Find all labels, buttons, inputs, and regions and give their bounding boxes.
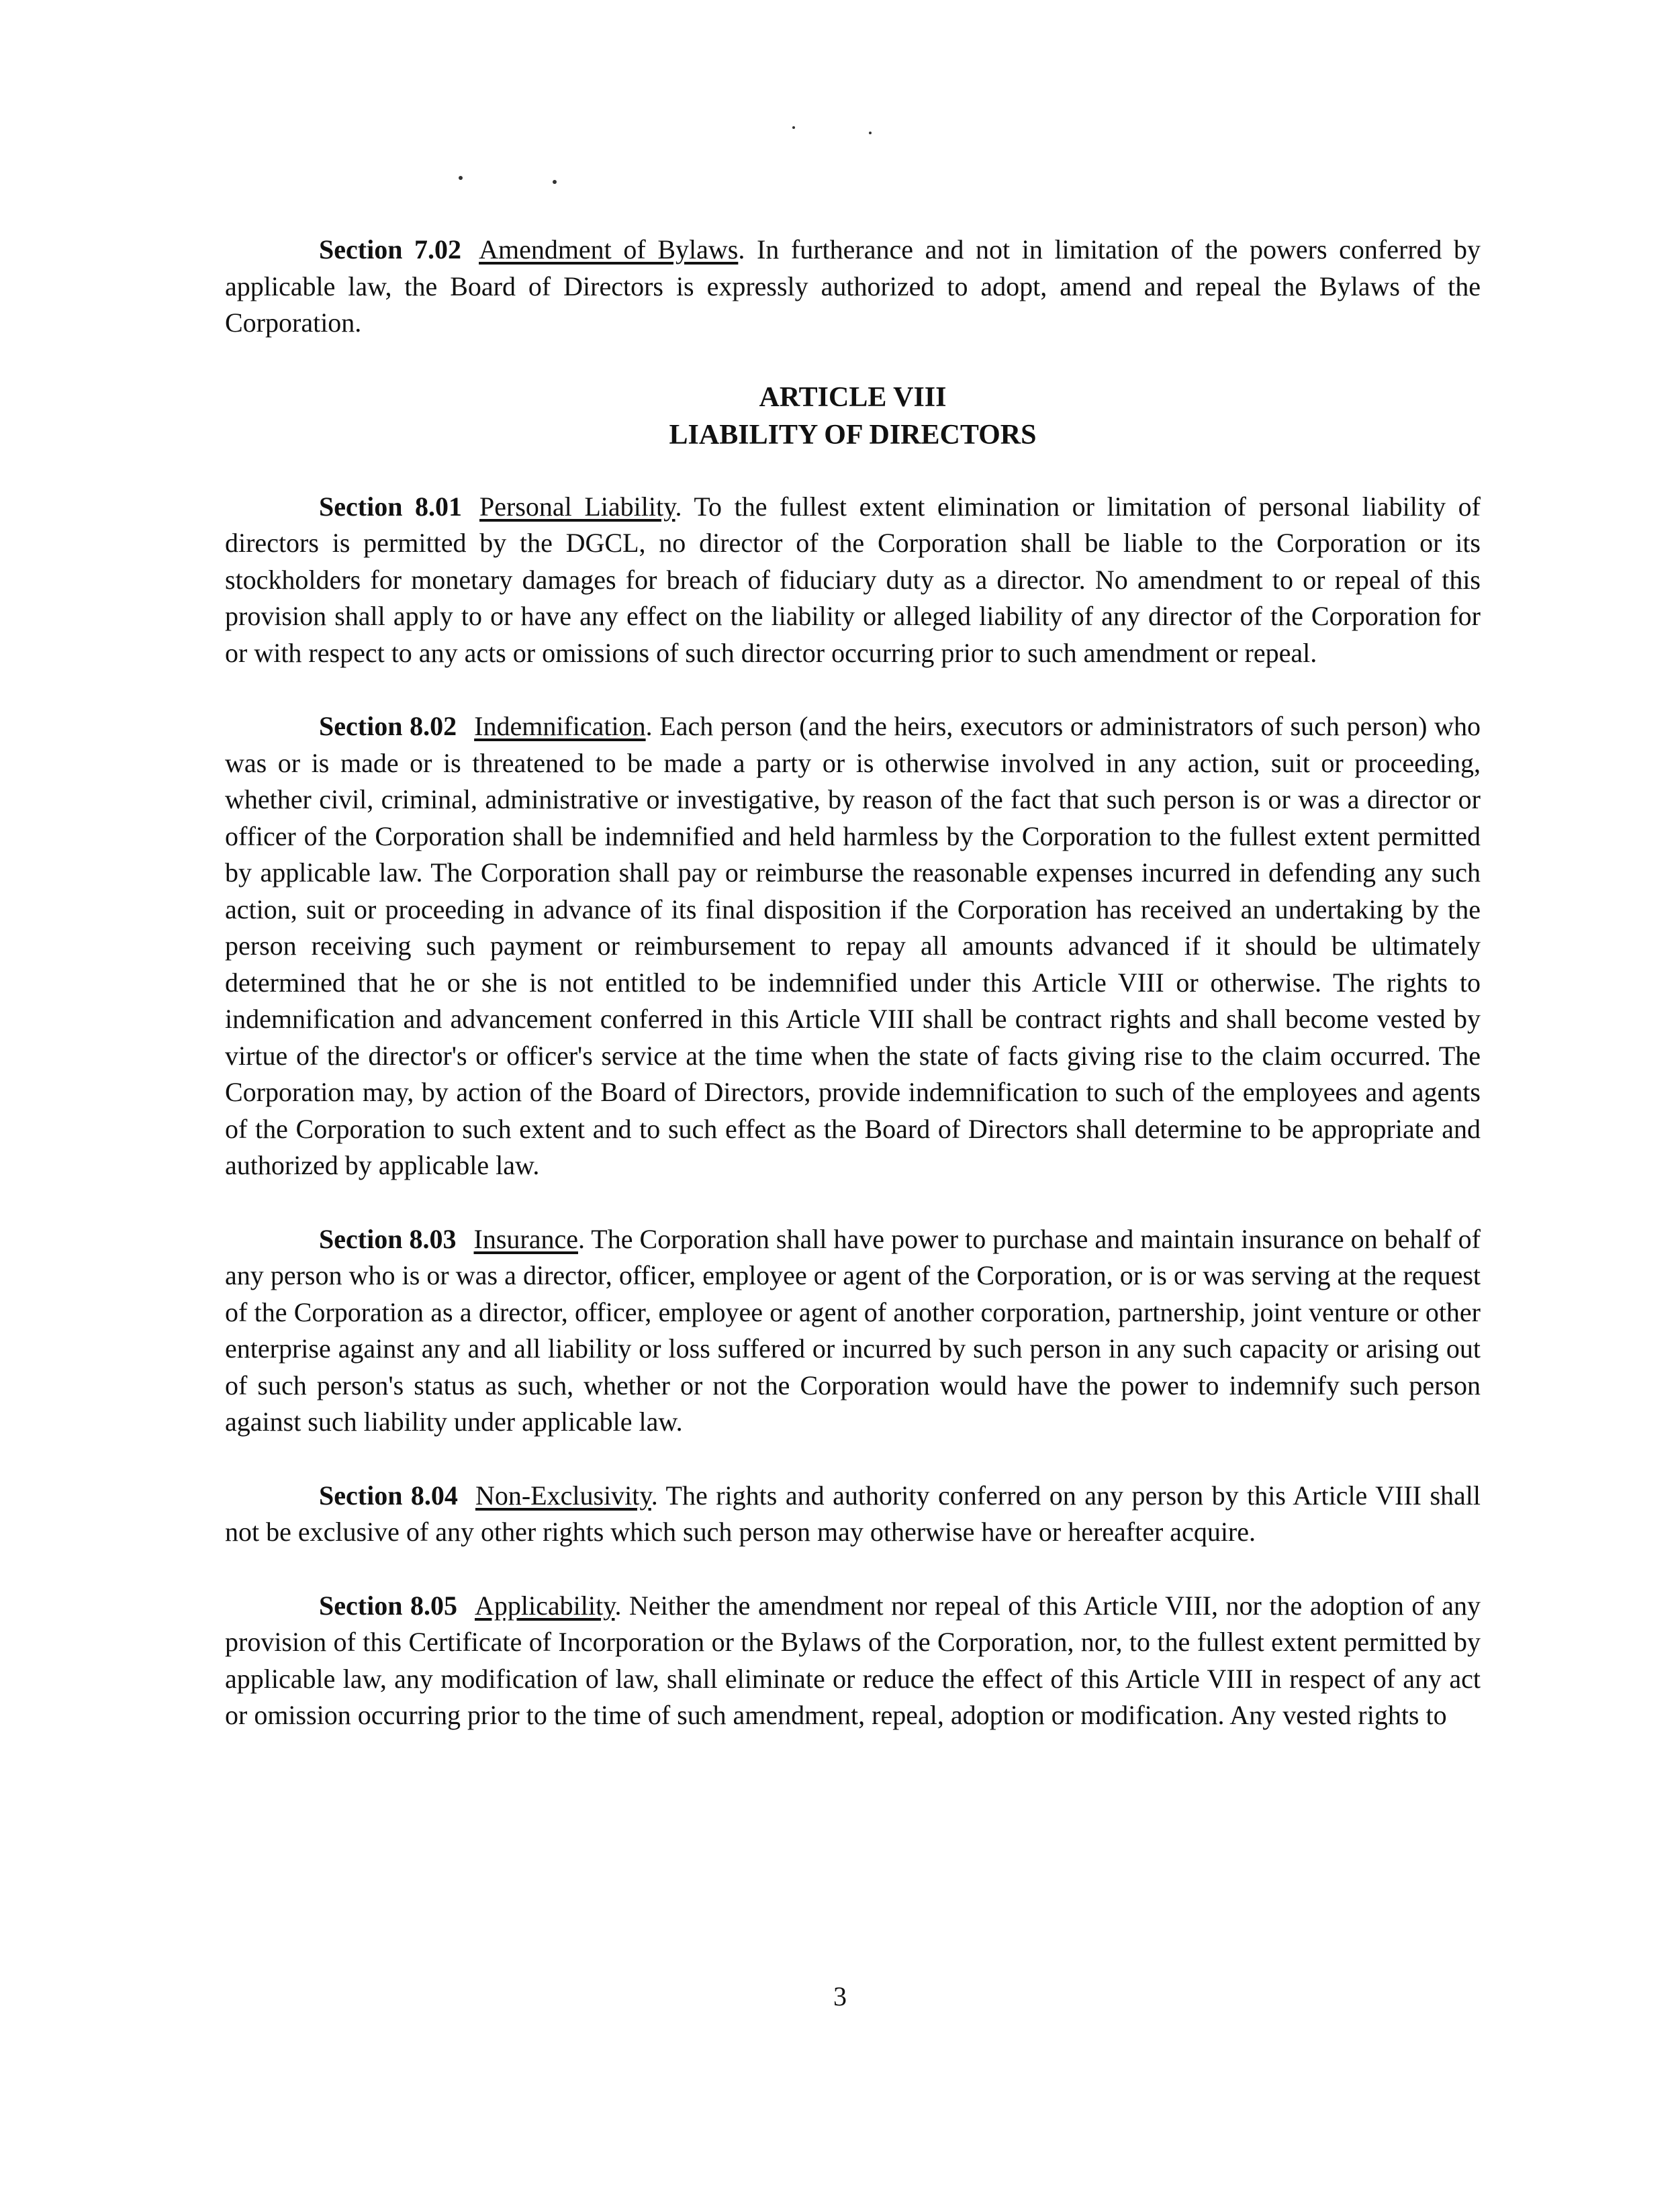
scan-speck [869,132,872,134]
section-title: Indemnification [474,711,646,741]
article-title: LIABILITY OF DIRECTORS [669,419,1037,450]
section-title: Personal Liability [479,491,675,522]
section-number: Section 8.03 [319,1223,457,1254]
article-heading [225,379,1481,454]
section-8-05 [225,1588,1481,1734]
section-8-01 [225,489,1481,672]
page-number: 3 [833,1981,847,2011]
section-number: Section 7.02 [319,234,462,265]
section-text: . To the fullest extent elimination or limitation of personal liability of directors is permitted by the DGCL, no director of the Corporation shall be liable to the Corporation or its stockholders for monetary damages for breach of fiduciary duty as a director. No amendment to or repeal of this provision shall apply to or have any effect on the liability or alleged liability of any director of the Corporation for or with respect to any acts or omissions of such director occurring prior to such amendment or repeal. [225,491,1481,668]
section-8-04 [225,1478,1481,1551]
section-text: . The Corporation shall have power to purchase and maintain insurance on behalf of any person who is or was a director, officer, employee or agent of the Corporation, or is or was serving at the request of the Corporation as a director, officer, employee or agent of another corporation, partnership, joint venture or other enterprise against any and all liability or loss suffered or incurred by such person in any such capacity or arising out of such person's status as such, whether or not the Corporation would have the power to indemnify such person against such liability under applicable law. [225,1223,1481,1437]
section-title: Non-Exclusivity [475,1480,651,1511]
section-number: Section 8.02 [319,711,457,741]
section-text: . The rights and authority conferred on any person by this Article VIII shall not be exclusive of any other rights which such person may otherwise have or hereafter acquire. [225,1480,1481,1547]
article-number: ARTICLE VIII [759,381,947,413]
section-number: Section 8.01 [319,491,463,522]
section-text: . Neither the amendment nor repeal of this Article VIII, nor the adoption of any provision of this Certificate of Incorporation or the Bylaws of the Corporation, nor, to the fullest extent permitted by applicable law, any modification of law, shall eliminate or reduce the effect of this Article VIII in respect of any act or omission occurring prior to the time of such amendment, repeal, adoption or modification. Any vested rights to [225,1590,1481,1730]
section-text: . In furtherance and not in limitation of the powers conferred by applicable law, the Board of Directors is expressly authorized to adopt, amend and repeal the Bylaws of the Corporation. [225,234,1481,338]
section-8-02 [225,708,1481,1184]
scan-speck [459,176,463,180]
section-number: Section 8.04 [319,1480,458,1511]
section-8-03 [225,1221,1481,1441]
section-title: Amendment of Bylaws [479,234,739,265]
scan-speck [792,126,795,129]
section-7-02 [225,232,1481,342]
section-title: Insurance [473,1223,578,1254]
scan-speck [553,180,557,184]
section-title: Applicability [475,1590,615,1621]
section-text: . Each person (and the heirs, executors or administrators of such person) who was or is made or is threatened to be made a party or is otherwise involved in any action, suit or proceeding, whether civil, criminal, administrative or investigative, by reason of the fact that such person is or was a director or officer of the Corporation shall be indemnified and held harmless by the Corporation to the fullest extent permitted by applicable law. The Corporation shall pay or reimburse the reasonable expenses incurred in defending any such action, suit or proceeding in advance of its final disposition if the Corporation has received an undertaking by the person receiving such payment or reimbursement to repay all amounts advanced if it should be ultimately determined that he or she is not entitled to be indemnified under this Article VIII or otherwise. The rights to indemnification and advancement conferred in this Article VIII shall be contract rights and shall become vested by virtue of the director's or officer's service at the time when the state of facts giving rise to the claim occurred. The Corporation may, by action of the Board of Directors, provide indemnification to such of the employees and agents of the Corporation to such extent and to such effect as the Board of Directors shall determine to be appropriate and authorized by applicable law. [225,711,1481,1180]
document-body [225,232,1481,1771]
section-number: Section 8.05 [319,1590,457,1621]
